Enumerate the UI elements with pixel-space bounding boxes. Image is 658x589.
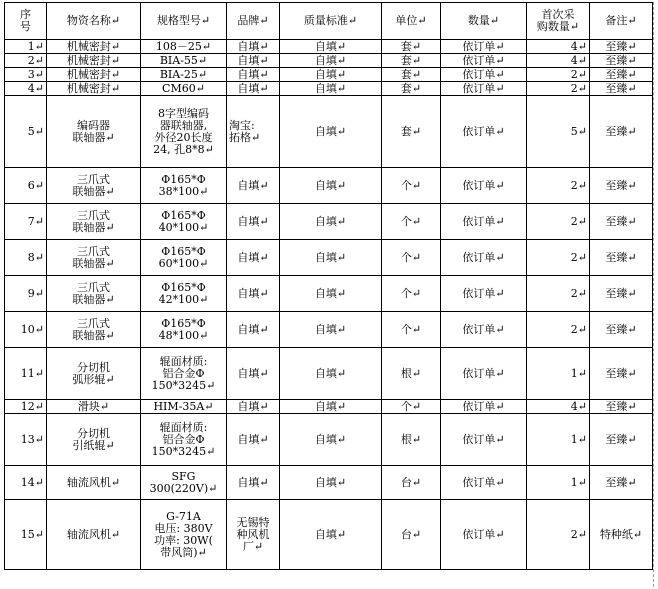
cell-first-qty: 2↵ — [527, 204, 590, 240]
cell-qty: 依订单↵ — [441, 54, 527, 68]
table-row — [5, 96, 653, 168]
header-quality: 质量标准↵ — [280, 3, 382, 40]
cell-name: 机械密封↵ — [47, 82, 141, 96]
cell-spec: 8字型编码 器联轴器, 外径20长度 24, 孔8*8↵ — [141, 96, 227, 168]
cell-name: 三爪式 联轴器↵ — [47, 312, 141, 348]
cell-spec: CM60↵ — [141, 82, 227, 96]
cell-name: 三爪式 联轴器↵ — [47, 240, 141, 276]
cell-quality: 自填↵ — [280, 96, 382, 168]
cell-spec: G-71A 电压: 380V 功率: 30W( 带风筒)↵ — [141, 500, 227, 570]
header-qty: 数量↵ — [441, 3, 527, 40]
cell-spec: 108－25↵ — [141, 40, 227, 54]
procurement-table — [4, 2, 653, 570]
cell-brand: 自填↵ — [227, 400, 280, 414]
cell-brand: 自填↵ — [227, 54, 280, 68]
table-row — [5, 400, 653, 414]
cell-quality: 自填↵ — [280, 312, 382, 348]
cell-unit: 个↵ — [382, 400, 441, 414]
cell-remark: 至臻↵ — [590, 466, 653, 500]
cell-brand: 自填↵ — [227, 168, 280, 204]
cell-remark: 至臻↵ — [590, 68, 653, 82]
cell-no: 6↵ — [5, 168, 47, 204]
cell-remark: 特种纸↵ — [590, 500, 653, 570]
header-brand: 品牌↵ — [227, 3, 280, 40]
cell-first-qty: 1↵ — [527, 348, 590, 400]
header-remark: 备注↵ — [590, 3, 653, 40]
cell-remark: 至臻↵ — [590, 400, 653, 414]
cell-brand: 自填↵ — [227, 82, 280, 96]
table-row — [5, 348, 653, 400]
cell-no: 7↵ — [5, 204, 47, 240]
cell-first-qty: 2↵ — [527, 82, 590, 96]
cell-qty: 依订单↵ — [441, 466, 527, 500]
cell-spec: HIM-35A↵ — [141, 400, 227, 414]
cell-unit: 台↵ — [382, 466, 441, 500]
cell-first-qty: 4↵ — [527, 400, 590, 414]
cell-unit: 个↵ — [382, 204, 441, 240]
cell-qty: 依订单↵ — [441, 204, 527, 240]
cell-unit: 套↵ — [382, 54, 441, 68]
cell-first-qty: 2↵ — [527, 168, 590, 204]
page-edge-line — [653, 2, 658, 587]
cell-qty: 依订单↵ — [441, 96, 527, 168]
cell-first-qty: 2↵ — [527, 240, 590, 276]
cell-name: 机械密封↵ — [47, 40, 141, 54]
cell-spec: Φ165*Φ 38*100↵ — [141, 168, 227, 204]
header-unit: 单位↵ — [382, 3, 441, 40]
header-spec: 规格型号↵ — [141, 3, 227, 40]
cell-brand: 自填↵ — [227, 40, 280, 54]
cell-qty: 依订单↵ — [441, 82, 527, 96]
cell-remark: 至臻↵ — [590, 276, 653, 312]
cell-name: 轴流风机↵ — [47, 466, 141, 500]
cell-qty: 依订单↵ — [441, 276, 527, 312]
cell-no: 1↵ — [5, 40, 47, 54]
cell-quality: 自填↵ — [280, 240, 382, 276]
cell-brand: 自填↵ — [227, 348, 280, 400]
cell-spec: BIA-55↵ — [141, 54, 227, 68]
cell-brand: 自填↵ — [227, 276, 280, 312]
cell-qty: 依订单↵ — [441, 40, 527, 54]
cell-name: 轴流风机↵ — [47, 500, 141, 570]
cell-first-qty: 2↵ — [527, 500, 590, 570]
cell-quality: 自填↵ — [280, 414, 382, 466]
cell-quality: 自填↵ — [280, 54, 382, 68]
cell-quality: 自填↵ — [280, 500, 382, 570]
cell-unit: 套↵ — [382, 96, 441, 168]
cell-unit: 套↵ — [382, 68, 441, 82]
cell-qty: 依订单↵ — [441, 500, 527, 570]
cell-brand: 自填↵ — [227, 312, 280, 348]
cell-unit: 个↵ — [382, 276, 441, 312]
cell-spec: BIA-25↵ — [141, 68, 227, 82]
cell-quality: 自填↵ — [280, 168, 382, 204]
cell-remark: 至臻↵ — [590, 54, 653, 68]
cell-name: 三爪式 联轴器↵ — [47, 168, 141, 204]
cell-quality: 自填↵ — [280, 276, 382, 312]
cell-remark: 至臻↵ — [590, 312, 653, 348]
cell-brand: 无锡特 种风机 厂↵ — [227, 500, 280, 570]
cell-no: 2↵ — [5, 54, 47, 68]
cell-qty: 依订单↵ — [441, 400, 527, 414]
cell-brand: 自填↵ — [227, 240, 280, 276]
cell-no: 10↵ — [5, 312, 47, 348]
cell-unit: 套↵ — [382, 82, 441, 96]
cell-no: 5↵ — [5, 96, 47, 168]
cell-name: 机械密封↵ — [47, 54, 141, 68]
table-row — [5, 204, 653, 240]
cell-first-qty: 4↵ — [527, 40, 590, 54]
cell-first-qty: 1↵ — [527, 414, 590, 466]
cell-remark: 至臻↵ — [590, 40, 653, 54]
cell-remark: 至臻↵ — [590, 414, 653, 466]
cell-remark: 至臻↵ — [590, 168, 653, 204]
cell-unit: 套↵ — [382, 40, 441, 54]
cell-no: 8↵ — [5, 240, 47, 276]
cell-name: 三爪式 联轴器↵ — [47, 276, 141, 312]
cell-first-qty: 2↵ — [527, 312, 590, 348]
cell-name: 编码器 联轴器↵ — [47, 96, 141, 168]
cell-no: 13↵ — [5, 414, 47, 466]
cell-quality: 自填↵ — [280, 466, 382, 500]
cell-spec: 辊面材质: 铝合金Φ 150*3245↵ — [141, 348, 227, 400]
cell-no: 14↵ — [5, 466, 47, 500]
header-no: 序 号 — [5, 3, 47, 40]
cell-remark: 至臻↵ — [590, 348, 653, 400]
header-name: 物资名称↵ — [47, 3, 141, 40]
cell-first-qty: 4↵ — [527, 54, 590, 68]
cell-first-qty: 1↵ — [527, 466, 590, 500]
cell-spec: SFG 300(220V)↵ — [141, 466, 227, 500]
cell-no: 12↵ — [5, 400, 47, 414]
table-body — [5, 40, 653, 570]
cell-quality: 自填↵ — [280, 68, 382, 82]
cell-brand: 自填↵ — [227, 68, 280, 82]
table-row — [5, 68, 653, 82]
cell-unit: 根↵ — [382, 348, 441, 400]
cell-remark: 至臻↵ — [590, 82, 653, 96]
cell-first-qty: 2↵ — [527, 68, 590, 82]
cell-no: 11↵ — [5, 348, 47, 400]
cell-quality: 自填↵ — [280, 204, 382, 240]
cell-no: 9↵ — [5, 276, 47, 312]
table-row — [5, 82, 653, 96]
cell-spec: 辊面材质: 铝合金Φ 150*3245↵ — [141, 414, 227, 466]
cell-remark: 至臻↵ — [590, 240, 653, 276]
cell-quality: 自填↵ — [280, 40, 382, 54]
cell-qty: 依订单↵ — [441, 240, 527, 276]
table-row — [5, 240, 653, 276]
table-row — [5, 500, 653, 570]
header-row — [5, 3, 653, 40]
cell-quality: 自填↵ — [280, 82, 382, 96]
cell-spec: Φ165*Φ 42*100↵ — [141, 276, 227, 312]
cell-quality: 自填↵ — [280, 348, 382, 400]
cell-no: 4↵ — [5, 82, 47, 96]
cell-quality: 自填↵ — [280, 400, 382, 414]
cell-qty: 依订单↵ — [441, 68, 527, 82]
cell-qty: 依订单↵ — [441, 348, 527, 400]
table-row — [5, 414, 653, 466]
table-row — [5, 54, 653, 68]
cell-name: 分切机 弧形辊↵ — [47, 348, 141, 400]
cell-remark: 至臻↵ — [590, 204, 653, 240]
cell-spec: Φ165*Φ 48*100↵ — [141, 312, 227, 348]
cell-name: 分切机 引纸辊↵ — [47, 414, 141, 466]
cell-brand: 自填↵ — [227, 204, 280, 240]
cell-no: 15↵ — [5, 500, 47, 570]
table-row — [5, 466, 653, 500]
cell-unit: 台↵ — [382, 500, 441, 570]
cell-unit: 个↵ — [382, 168, 441, 204]
cell-qty: 依订单↵ — [441, 414, 527, 466]
table-row — [5, 40, 653, 54]
table-row — [5, 168, 653, 204]
table-row — [5, 312, 653, 348]
cell-remark: 至臻↵ — [590, 96, 653, 168]
cell-brand: 自填↵ — [227, 414, 280, 466]
table-row — [5, 276, 653, 312]
cell-unit: 个↵ — [382, 240, 441, 276]
cell-first-qty: 2↵ — [527, 276, 590, 312]
cell-first-qty: 5↵ — [527, 96, 590, 168]
cell-spec: Φ165*Φ 60*100↵ — [141, 240, 227, 276]
cell-name: 三爪式 联轴器↵ — [47, 204, 141, 240]
cell-name: 机械密封↵ — [47, 68, 141, 82]
header-first-qty: 首次采 购数量↵ — [527, 3, 590, 40]
cell-no: 3↵ — [5, 68, 47, 82]
cell-qty: 依订单↵ — [441, 168, 527, 204]
cell-qty: 依订单↵ — [441, 312, 527, 348]
cell-name: 滑块↵ — [47, 400, 141, 414]
cell-unit: 根↵ — [382, 414, 441, 466]
cell-unit: 个↵ — [382, 312, 441, 348]
cell-spec: Φ165*Φ 40*100↵ — [141, 204, 227, 240]
cell-brand: 自填↵ — [227, 466, 280, 500]
cell-brand: 淘宝: 拓格↵ — [227, 96, 280, 168]
